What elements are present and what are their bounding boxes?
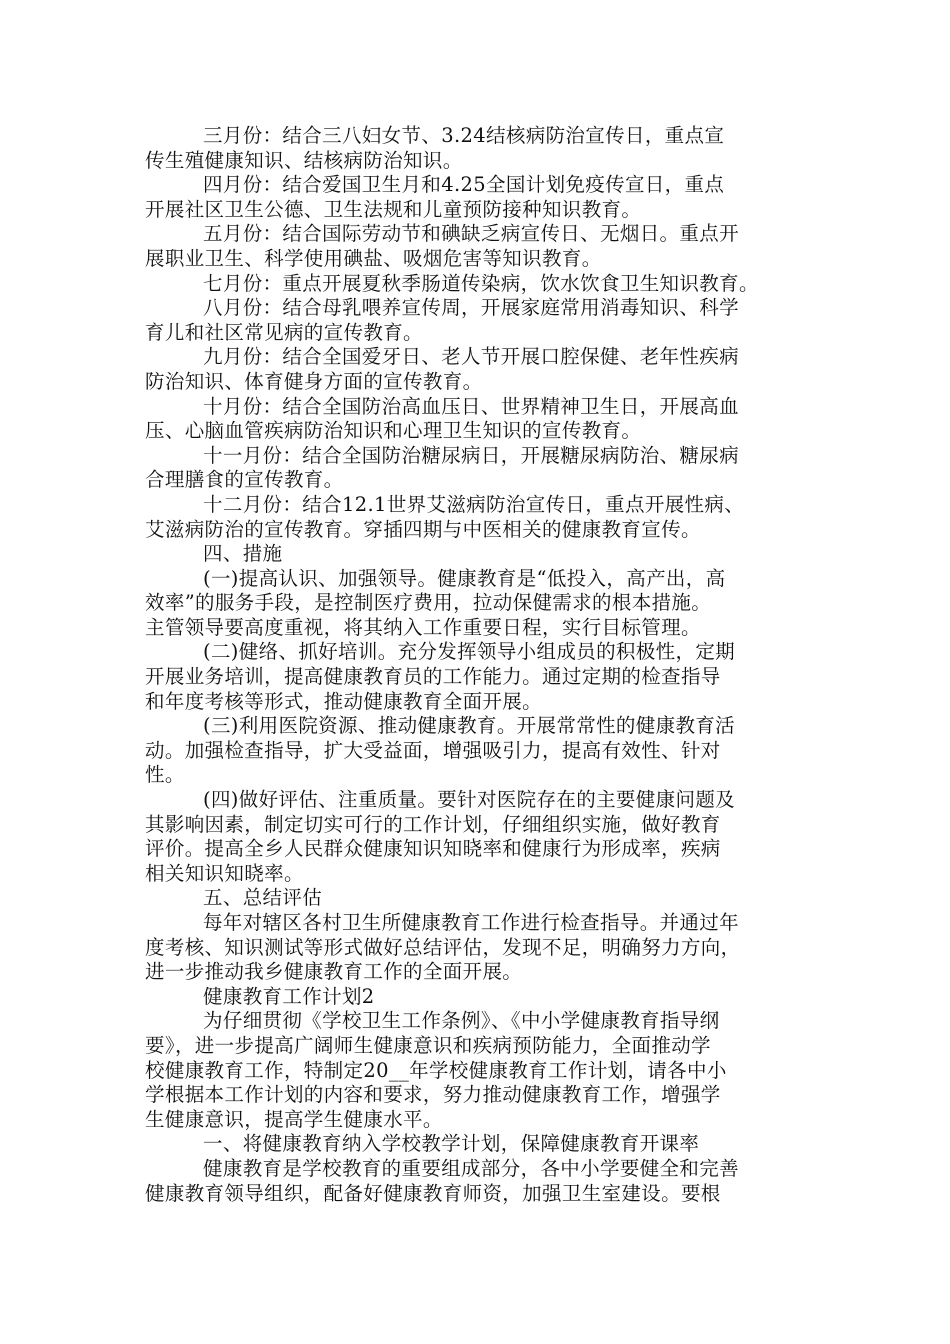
text-line: 开展业务培训，提高健康教育员的工作能力。通过定期的检查指导	[145, 665, 721, 689]
text-line: 九月份：结合全国爱牙日、老人节开展口腔保健、老年性疾病	[203, 345, 739, 369]
text-line: (二)健络、抓好培训。充分发挥领导小组成员的积极性，定期	[203, 640, 736, 664]
text-line: 十月份：结合全国防治高血压日、世界精神卫生日，开展高血	[203, 394, 739, 418]
text-line: 传生殖健康知识、结核病防治知识。	[145, 148, 463, 172]
text-line: 艾滋病防治的宣传教育。穿插四期与中医相关的健康教育宣传。	[145, 517, 701, 541]
text-line: 每年对辖区各村卫生所健康教育工作进行检查指导。并通过年	[203, 911, 739, 934]
text-line: 健康教育工作计划2	[203, 984, 375, 1008]
text-line: 一、将健康教育纳入学校教学计划，保障健康教育开课率	[203, 1132, 700, 1156]
text-line: (一)提高认识、加强领导。健康教育是“低投入，高产出，高	[203, 566, 726, 590]
text-line: 五月份：结合国际劳动节和碘缺乏病宣传日、无烟日。重点开	[203, 222, 739, 246]
text-line: 八月份：结合母乳喂养宣传周，开展家庭常用消毒知识、科学	[203, 296, 739, 320]
text-line: 压、心脑血管疾病防治知识和心理卫生知识的宣传教育。	[145, 419, 642, 443]
text-line: 评价。提高全乡人民群众健康知识知晓率和健康行为形成率，疾病	[145, 837, 721, 861]
text-line: 四、措施	[203, 542, 283, 566]
text-line: 展职业卫生、科学使用碘盐、吸烟危害等知识教育。	[145, 246, 602, 270]
text-line: 三月份：结合三八妇女节、3.24结核病防治宣传日，重点宣	[203, 124, 725, 147]
text-line: 性。	[145, 763, 185, 787]
text-line: 十一月份：结合全国防治糖尿病日，开展糖尿病防治、糖尿病	[203, 443, 739, 467]
text-line: 动。加强检查指导，扩大受益面，增强吸引力，提高有效性、针对	[145, 738, 721, 762]
text-line: 要》，进一步提高广阔师生健康意识和疾病预防能力，全面推动学	[145, 1033, 711, 1057]
text-line: 十二月份：结合12.1世界艾滋病防治宣传日，重点开展性病、	[203, 492, 745, 516]
text-line: 为仔细贯彻《学校卫生工作条例》、《中小学健康教育指导纲	[203, 1009, 720, 1033]
text-line: 防治知识、体育健身方面的宣传教育。	[145, 369, 483, 393]
text-line: 开展社区卫生公德、卫生法规和儿童预防接种知识教育。	[145, 197, 642, 221]
text-line: 学根据本工作计划的内容和要求，努力推动健康教育工作，增强学	[145, 1083, 721, 1107]
text-line: 健康教育领导组织，配备好健康教育师资，加强卫生室建设。要根	[145, 1181, 721, 1205]
text-line: 相关知识知晓率。	[145, 861, 304, 885]
text-line: 育儿和社区常见病的宣传教育。	[145, 320, 423, 344]
text-line: (四)做好评估、注重质量。要针对医院存在的主要健康问题及	[203, 788, 736, 812]
text-line: 度考核、知识测试等形式做好总结评估，发现不足，明确努力方向，	[145, 935, 741, 959]
text-line: 四月份：结合爱国卫生月和4.25全国计划免疫传宣日，重点	[203, 173, 725, 197]
text-line: 其影响因素，制定切实可行的工作计划，仔细组织实施，做好教育	[145, 812, 721, 836]
text-line: 和年度考核等形式，推动健康教育全面开展。	[145, 689, 543, 713]
text-line: 主管领导要高度重视，将其纳入工作重要日程，实行目标管理。	[145, 615, 701, 639]
text-line: 效率”的服务手段，是控制医疗费用，拉动保健需求的根本措施。	[145, 591, 712, 615]
text-line: 生健康意识，提高学生健康水平。	[145, 1107, 443, 1131]
text-line: 健康教育是学校教育的重要组成部分，各中小学要健全和完善	[203, 1156, 739, 1180]
text-line: (三)利用医院资源、推动健康教育。开展常常性的健康教育活	[203, 714, 736, 738]
text-line: 进一步推动我乡健康教育工作的全面开展。	[145, 960, 523, 984]
text-line: 五、总结评估	[203, 886, 323, 910]
text-line: 校健康教育工作，特制定20__年学校健康教育工作计划，请各中小	[145, 1058, 727, 1082]
text-line: 合理膳食的宣传教育。	[145, 468, 344, 492]
document-body	[145, 124, 825, 1206]
text-line: 七月份：重点开展夏秋季肠道传染病，饮水饮食卫生知识教育。	[203, 271, 759, 295]
